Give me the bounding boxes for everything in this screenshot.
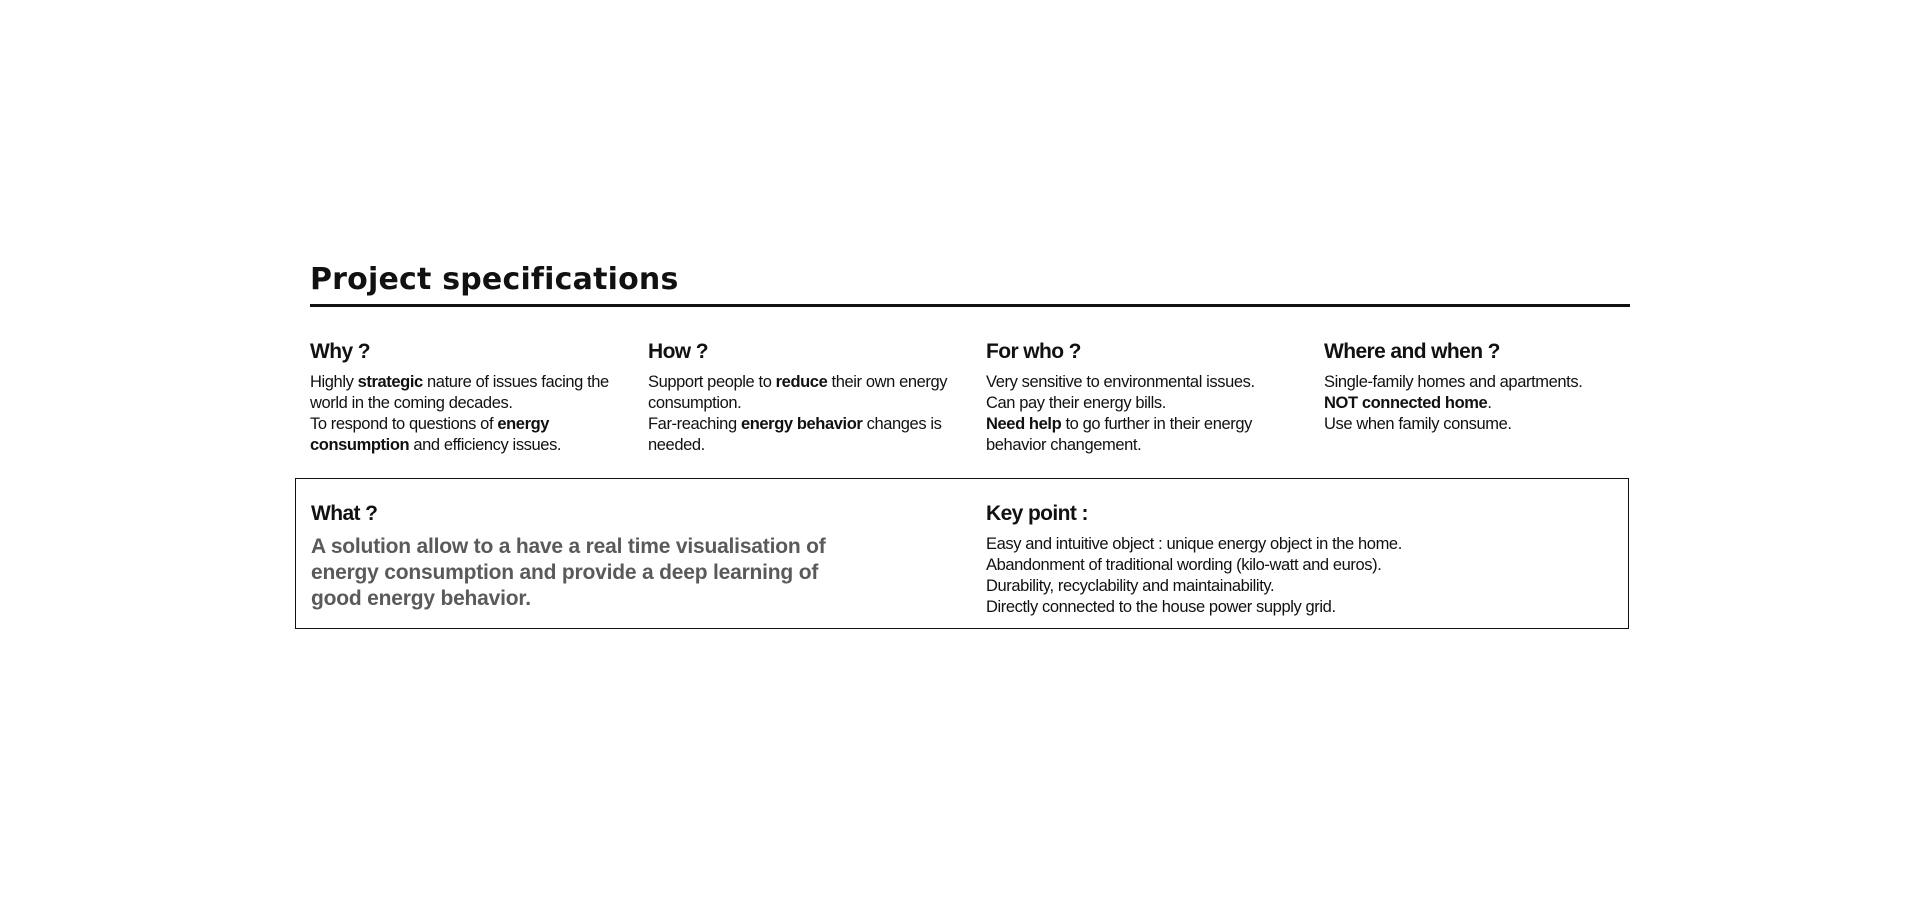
what-section: [311, 502, 831, 612]
key-point-line: Durability, recyclability and maintainability.: [986, 577, 1275, 595]
where-when-heading: Where and when ?: [1324, 340, 1500, 363]
key-point-line: Directly connected to the house power supply grid.: [986, 598, 1336, 616]
key-point-line: Abandonment of traditional wording (kilo-watt and euros).: [986, 556, 1382, 574]
for-who-heading: For who ?: [986, 340, 1081, 363]
how-text-part: changes is needed.: [648, 415, 942, 454]
why-text-part: Highly: [310, 373, 358, 391]
why-text-part: nature of issues facing the world in the coming decades.: [310, 373, 609, 412]
how-heading: How ?: [648, 340, 708, 363]
why-text: [310, 372, 625, 456]
why-emphasis-strategic: strategic: [357, 373, 423, 391]
where-when-emphasis: NOT connected home: [1324, 394, 1488, 412]
how-text: [648, 372, 963, 456]
how-text-part: Far-reaching: [648, 415, 741, 433]
where-when-text-part: .: [1487, 394, 1492, 412]
why-text-part: and efficiency issues.: [409, 436, 562, 454]
why-heading: Why ?: [310, 340, 370, 363]
how-section: [648, 340, 963, 456]
key-point-heading: Key point :: [986, 502, 1088, 525]
how-text-part: their own energy consumption.: [648, 373, 948, 412]
for-who-text: [986, 372, 1301, 456]
for-who-emphasis: Need help: [986, 415, 1062, 433]
for-who-line: Very sensitive to environmental issues.: [986, 373, 1255, 391]
where-when-text: [1324, 372, 1639, 435]
page-title: Project specifications: [310, 262, 679, 297]
summary-box: [295, 478, 1629, 629]
what-text: A solution allow to a have a real time visualisation of energy consumption and provide a deep learning of good energy behavior.: [311, 535, 826, 610]
for-who-text-part: to go further in their energy behavior changement.: [986, 415, 1252, 454]
where-when-line: Use when family consume.: [1324, 415, 1512, 433]
why-text-part: To respond to questions of: [310, 415, 498, 433]
key-point-section: [986, 502, 1606, 618]
how-emphasis-reduce: reduce: [775, 373, 828, 391]
key-point-text: [986, 534, 1606, 618]
how-text-part: Support people to: [648, 373, 776, 391]
where-when-section: [1324, 340, 1639, 435]
why-section: [310, 340, 625, 456]
why-emphasis-energy: energy consumption: [310, 415, 550, 454]
title-divider: [310, 304, 1630, 307]
key-point-line: Easy and intuitive object : unique energy object in the home.: [986, 535, 1402, 553]
what-heading: What ?: [311, 502, 378, 525]
how-emphasis-behavior: energy behavior: [740, 415, 863, 433]
for-who-section: [986, 340, 1301, 456]
for-who-line: Can pay their energy bills.: [986, 394, 1166, 412]
where-when-line: Single-family homes and apartments.: [1324, 373, 1583, 391]
